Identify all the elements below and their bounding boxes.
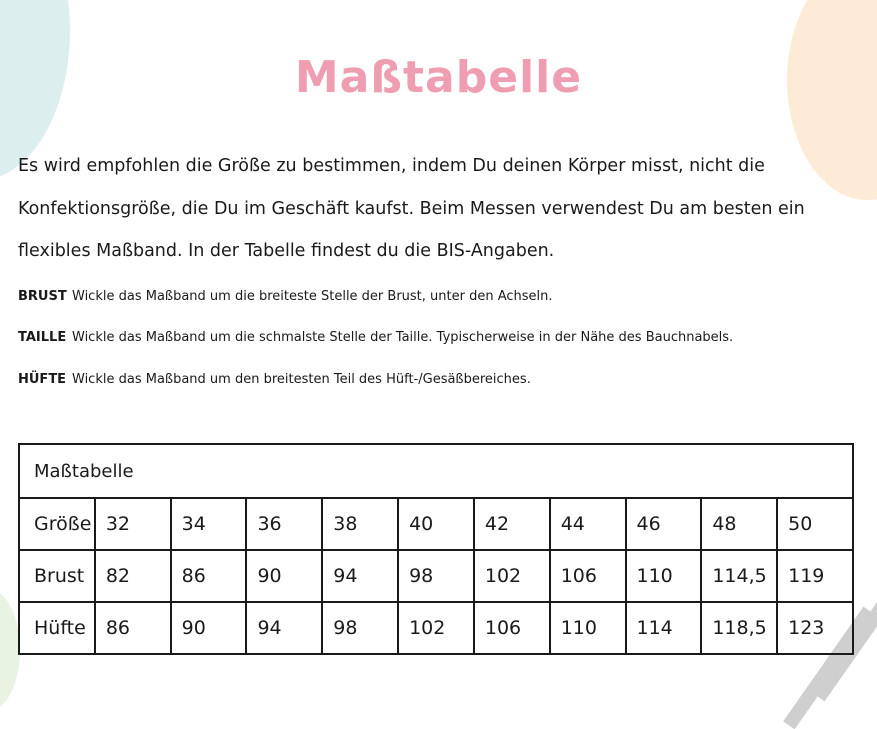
table-cell: 44 [550,498,626,550]
table-cell: 86 [95,602,171,654]
table-cell: 123 [777,602,853,654]
intro-line: Es wird empfohlen die Größe zu bestimmen, indem Du deinen Körper misst, nicht die [18,156,765,176]
hint-text: Wickle das Maßband um die schmalste Stelle der Taille. Typischerweise in der Nähe des Bauchnabels. [72,330,734,345]
intro-line: flexibles Maßband. In der Tabelle findest du die BIS-Angaben. [18,241,555,261]
table-cell: 86 [171,550,247,602]
table-cell: 98 [398,550,474,602]
table-caption-row [19,444,853,498]
hint-taille [18,330,868,345]
row-label: Größe [19,498,95,550]
hint-key: TAILLE [18,330,67,345]
table-cell: 114 [626,602,702,654]
hint-text: Wickle das Maßband um die breiteste Stelle der Brust, unter den Achseln. [72,289,553,304]
table-cell: 40 [398,498,474,550]
table-cell: 90 [246,550,322,602]
intro-line: Konfektionsgröße, die Du im Geschäft kaufst. Beim Messen verwendest Du am besten ein [18,199,805,219]
hint-huefte [18,372,868,387]
table-cell: 102 [474,550,550,602]
table-caption: Maßtabelle [19,444,853,498]
decor-circle-green [0,590,20,710]
table-cell: 98 [322,602,398,654]
table-row-groesse [19,498,853,550]
table-cell: 114,5 [701,550,777,602]
table-cell: 118,5 [701,602,777,654]
page-title: Maßtabelle [294,52,583,103]
table-cell: 46 [626,498,702,550]
table-cell: 42 [474,498,550,550]
table-row-brust [19,550,853,602]
table-cell: 50 [777,498,853,550]
table-cell: 102 [398,602,474,654]
table-cell: 82 [95,550,171,602]
table-cell: 90 [171,602,247,654]
table-cell: 94 [322,550,398,602]
table-cell: 34 [171,498,247,550]
hint-brust [18,289,868,304]
row-label: Brust [19,550,95,602]
table-cell: 48 [701,498,777,550]
table-cell: 32 [95,498,171,550]
table-cell: 94 [246,602,322,654]
table-cell: 36 [246,498,322,550]
hint-text: Wickle das Maßband um den breitesten Teil des Hüft-/Gesäßbereiches. [72,372,531,387]
table-cell: 110 [550,602,626,654]
table-cell: 119 [777,550,853,602]
hint-key: BRUST [18,289,67,304]
table-cell: 106 [474,602,550,654]
hint-key: HÜFTE [18,372,67,387]
table-cell: 110 [626,550,702,602]
row-label: Hüfte [19,602,95,654]
table-row-huefte [19,602,853,654]
size-table [18,443,854,655]
table-cell: 106 [550,550,626,602]
table-cell: 38 [322,498,398,550]
